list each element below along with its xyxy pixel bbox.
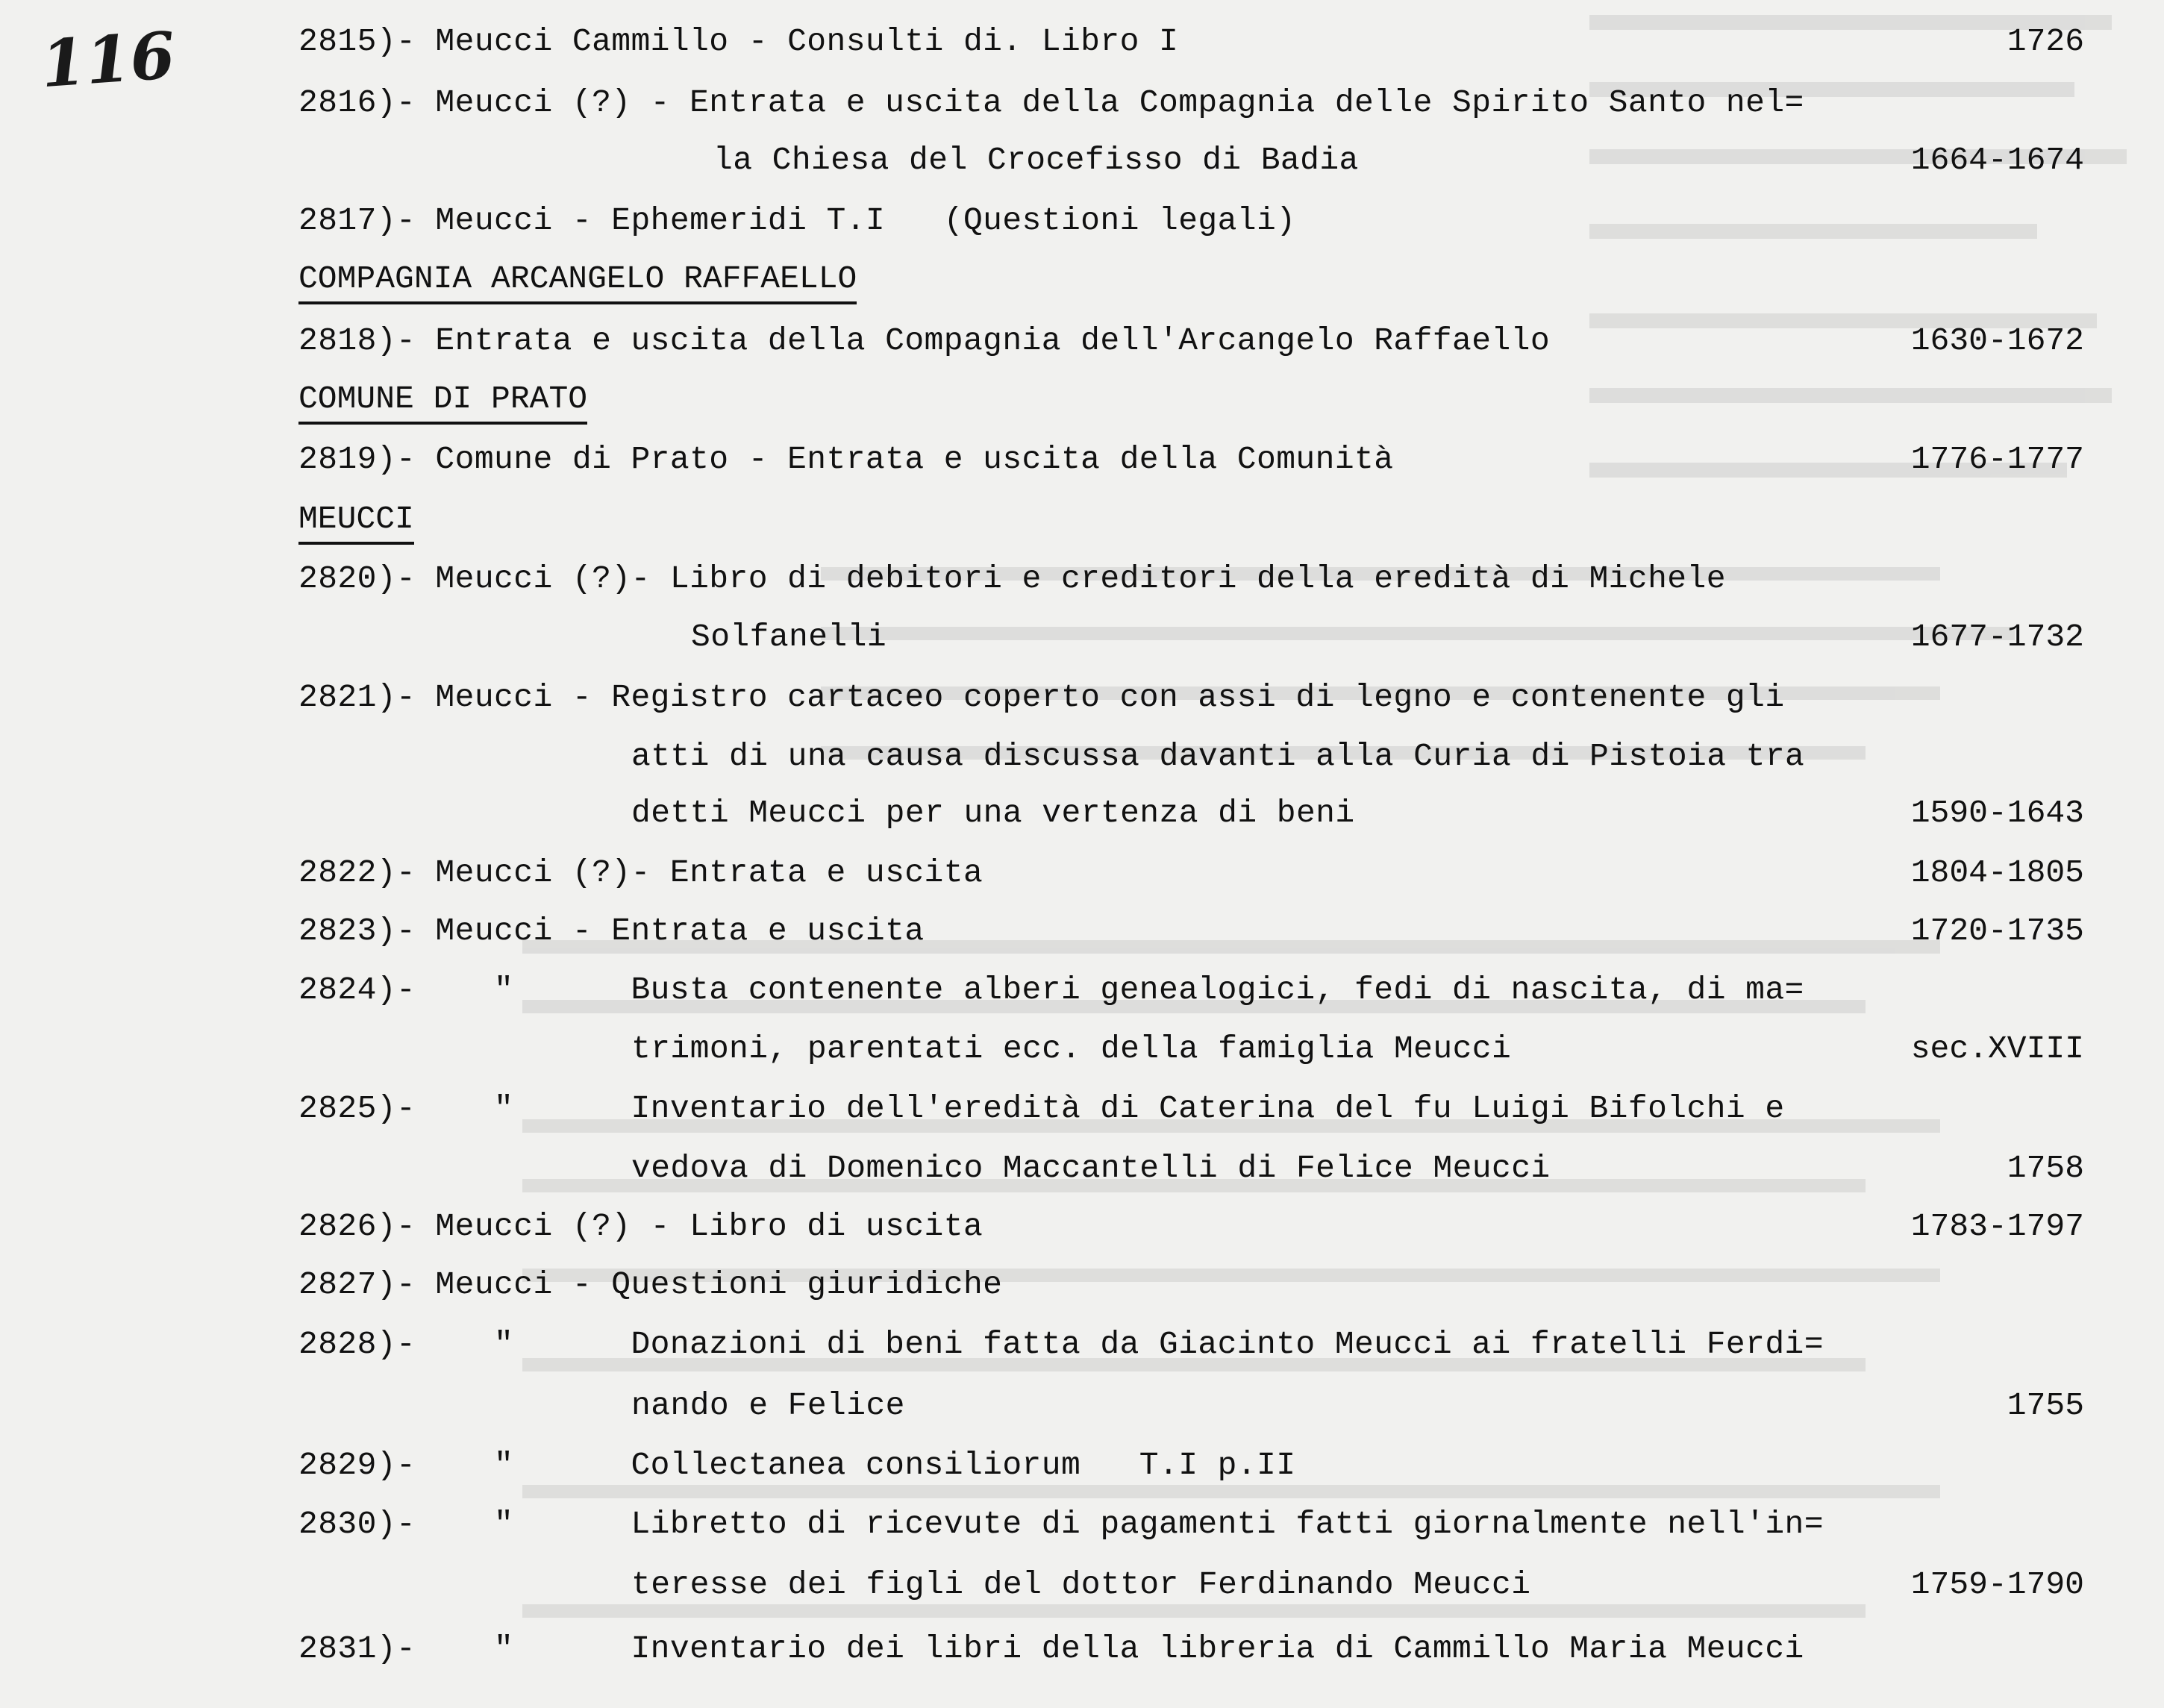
entry-line: 2824)- " Busta contenente alberi genealogici, fedi di nascita, di ma= bbox=[298, 972, 1804, 1008]
entry-line: 2826)- Meucci (?) - Libro di uscita bbox=[298, 1208, 984, 1245]
entry-date: 1758 bbox=[2007, 1150, 2084, 1186]
entry-date: 1804-1805 bbox=[1910, 854, 2084, 891]
entry-date: 1783-1797 bbox=[1910, 1208, 2084, 1245]
entry-date: 1776-1777 bbox=[1910, 441, 2084, 478]
page-number: 116 bbox=[38, 17, 178, 103]
entry-line: nando e Felice bbox=[631, 1387, 905, 1424]
entry-line: 2821)- Meucci - Registro cartaceo coperto con assi di legno e contenente gli bbox=[298, 679, 1785, 716]
entry-line: trimoni, parentati ecc. della famiglia Meucci bbox=[631, 1030, 1512, 1067]
entry-date: 1759-1790 bbox=[1910, 1566, 2084, 1603]
entry-date: 1590-1643 bbox=[1910, 795, 2084, 831]
entry-date: 1664-1674 bbox=[1910, 142, 2084, 178]
entry-line: 2818)- Entrata e uscita della Compagnia dell'Arcangelo Raffaello bbox=[298, 322, 1551, 359]
entry-date: 1677-1732 bbox=[1910, 619, 2084, 655]
entry-line: 2827)- Meucci - Questioni giuridiche bbox=[298, 1266, 1003, 1303]
entry-line: 2825)- " Inventario dell'eredità di Caterina del fu Luigi Bifolchi e bbox=[298, 1090, 1785, 1127]
entry-line: 2817)- Meucci - Ephemeridi T.I (Questioni legali) bbox=[298, 202, 1296, 239]
section-heading: COMPAGNIA ARCANGELO RAFFAELLO bbox=[298, 257, 857, 304]
entry-date: 1720-1735 bbox=[1910, 913, 2084, 949]
entry-line: la Chiesa del Crocefisso di Badia bbox=[713, 142, 1359, 178]
entry-line: vedova di Domenico Maccantelli di Felice Meucci bbox=[631, 1150, 1551, 1186]
entry-date: 1630-1672 bbox=[1910, 322, 2084, 359]
entry-line: 2823)- Meucci - Entrata e uscita bbox=[298, 913, 925, 949]
section-heading: COMUNE DI PRATO bbox=[298, 377, 587, 425]
entry-date: sec.XVIII bbox=[1910, 1030, 2084, 1067]
entry-line: 2831)- " Inventario dei libri della libreria di Cammillo Maria Meucci bbox=[298, 1630, 1804, 1667]
entry-line: 2830)- " Libretto di ricevute di pagamenti fatti giornalmente nell'in= bbox=[298, 1506, 1824, 1542]
entry-line: teresse dei figli del dottor Ferdinando Meucci bbox=[631, 1566, 1531, 1603]
entry-line: atti di una causa discussa davanti alla Curia di Pistoia tra bbox=[631, 738, 1805, 775]
section-heading: MEUCCI bbox=[298, 497, 414, 545]
entry-line: 2816)- Meucci (?) - Entrata e uscita della Compagnia delle Spirito Santo nel= bbox=[298, 84, 1804, 121]
entry-line: detti Meucci per una vertenza di beni bbox=[631, 795, 1355, 831]
entry-date: 1755 bbox=[2007, 1387, 2084, 1424]
entry-line: 2819)- Comune di Prato - Entrata e uscita della Comunità bbox=[298, 441, 1394, 478]
entry-line: Solfanelli bbox=[691, 619, 887, 655]
entry-line: 2820)- Meucci (?)- Libro di debitori e creditori della eredità di Michele bbox=[298, 560, 1726, 597]
entry-line: 2829)- " Collectanea consiliorum T.I p.II bbox=[298, 1447, 1296, 1483]
entry-date: 1726 bbox=[2007, 23, 2084, 60]
entry-line: 2828)- " Donazioni di beni fatta da Giacinto Meucci ai fratelli Ferdi= bbox=[298, 1326, 1824, 1363]
entry-line: 2822)- Meucci (?)- Entrata e uscita bbox=[298, 854, 984, 891]
entry-line: 2815)- Meucci Cammillo - Consulti di. Libro I bbox=[298, 23, 1179, 60]
